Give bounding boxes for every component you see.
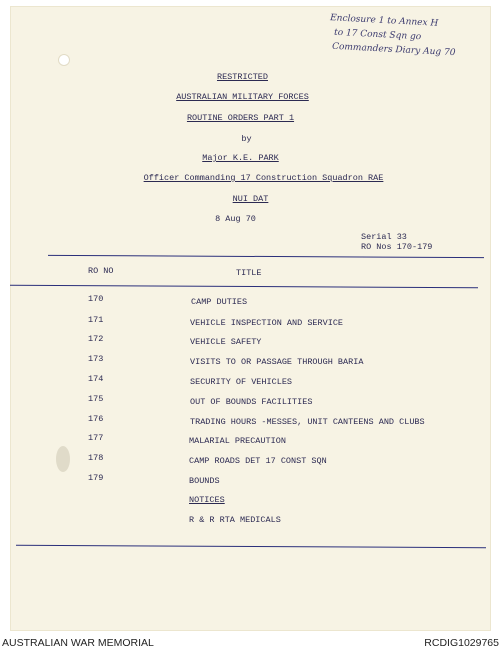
ro-number: 172 <box>88 334 104 344</box>
table-bottom-rule <box>16 545 486 548</box>
ro-title: VEHICLE SAFETY <box>190 337 262 347</box>
notices-heading: NOTICES <box>189 495 225 505</box>
ro-number: 176 <box>88 414 104 424</box>
table-header-rule <box>10 285 478 288</box>
footer-archive-name: AUSTRALIAN WAR MEMORIAL <box>2 637 154 649</box>
ro-number: 171 <box>88 315 104 325</box>
force-title: AUSTRALIAN MILITARY FORCES <box>176 92 309 102</box>
paper-stain <box>56 446 70 472</box>
ro-title: MALARIAL PRECAUTION <box>189 436 286 446</box>
ro-title: BOUNDS <box>189 476 220 486</box>
punch-hole <box>58 54 70 66</box>
classification: RESTRICTED <box>216 72 268 82</box>
handwritten-annotation-line-2: to 17 Const Sqn go <box>333 27 422 43</box>
by-line: by <box>241 134 252 144</box>
ro-number: 174 <box>88 374 104 384</box>
column-header-ro-no: RO NO <box>88 266 114 276</box>
orders-title: ROUTINE ORDERS PART 1 <box>186 113 295 123</box>
officer-role: Officer Commanding 17 Construction Squadron RAE <box>143 173 384 183</box>
document-page <box>10 6 491 631</box>
ro-number: 175 <box>88 394 104 404</box>
ro-title: VEHICLE INSPECTION AND SERVICE <box>190 318 344 328</box>
ro-number: 173 <box>88 354 104 364</box>
ro-numbers: RO Nos 170-179 <box>361 242 433 252</box>
ro-title: CAMP ROADS DET 17 CONST SQN <box>189 456 327 466</box>
ro-number: 179 <box>88 473 104 483</box>
date: 8 Aug 70 <box>215 214 256 224</box>
notice-item: R & R RTA MEDICALS <box>189 515 281 525</box>
column-header-title: TITLE <box>236 268 262 278</box>
handwritten-annotation-line-3: Commanders Diary Aug 70 <box>331 41 456 59</box>
ro-number: 178 <box>88 453 104 463</box>
ro-number: 177 <box>88 433 104 443</box>
location: NUI DAT <box>232 194 269 204</box>
serial-number: Serial 33 <box>361 232 407 242</box>
ro-title: VISITS TO OR PASSAGE THROUGH BARIA <box>190 357 364 367</box>
ro-title: TRADING HOURS -MESSES, UNIT CANTEENS AND CLUBS <box>190 417 425 427</box>
table-top-rule <box>48 255 484 258</box>
ro-title: SECURITY OF VEHICLES <box>190 377 293 387</box>
ro-number: 170 <box>88 294 104 304</box>
handwritten-annotation-line-1: Enclosure 1 to Annex H <box>329 13 439 29</box>
ro-title: OUT OF BOUNDS FACILITIES <box>190 397 313 407</box>
officer-name: Major K.E. PARK <box>202 153 279 163</box>
footer-record-id: RCDIG1029765 <box>424 637 499 649</box>
ro-title: CAMP DUTIES <box>191 297 248 307</box>
